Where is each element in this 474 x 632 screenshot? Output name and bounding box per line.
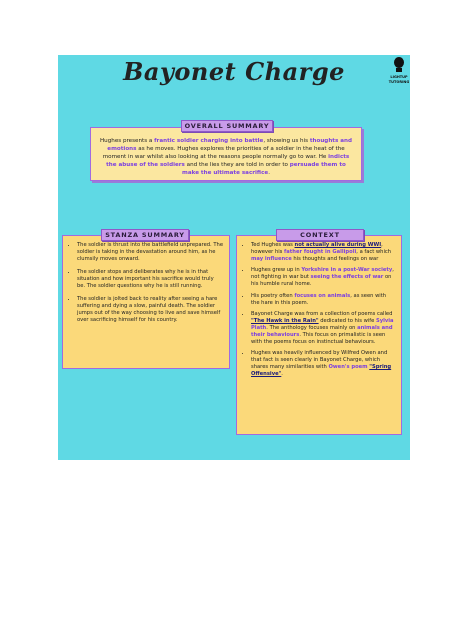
stanza-summary-box bbox=[62, 235, 230, 369]
context-item: • Hughes was heavily influenced by Wilfred Owen and that fact is seen clearly in Bayonet Charge, which shares many similarities with Owen's poem "Spring Offensive". bbox=[251, 350, 396, 377]
lightbulb-logo-icon bbox=[390, 57, 408, 95]
context-list bbox=[242, 242, 396, 378]
context-item: • His poetry often focuses on animals, as seen with the hare in this poem. bbox=[251, 293, 396, 307]
overall-summary-text bbox=[99, 137, 353, 177]
overall-summary-box bbox=[90, 127, 362, 181]
logo-line-1: LIGHTUP bbox=[390, 75, 408, 79]
context-box bbox=[236, 235, 402, 435]
stanza-item: • The soldier is thrust into the battlefield unprepared. The soldier is taking in the devastation around him, as he clumsily moves onward. bbox=[77, 242, 223, 263]
context-heading: CONTEXT bbox=[276, 229, 364, 241]
context-item: • Ted Hughes was not actually alive during WWI, however his father fought in Gallipoli, a fact which may influence his thoughts and feelings on war bbox=[251, 242, 396, 262]
summary-highlight-1: frantic soldier charging into battle bbox=[154, 138, 264, 144]
stanza-summary-heading: STANZA SUMMARY bbox=[101, 229, 189, 241]
context-item: • Bayonet Charge was from a collection of poems called "The Hawk in the Rain" dedicated to his wife Sylvia Plath. The anthology focuses mainly on animals and their behaviours. This focus on primalistic is seen with the poems focus on instinctual behaviours. bbox=[251, 311, 396, 345]
summary-text-2: , showing us his bbox=[263, 138, 310, 144]
stanza-item: • The soldier is jolted back to reality after seeing a hare suffering and dying a slow, painful death. The soldier jumps out of the way choosing to live and save himself over sacrificing himself for his country. bbox=[77, 296, 223, 324]
overall-summary-heading: OVERALL SUMMARY bbox=[181, 120, 273, 132]
logo-line-2: TUTORING bbox=[388, 80, 410, 84]
summary-highlight-2: thoughts and emotions bbox=[107, 138, 353, 152]
summary-text-5: . bbox=[268, 170, 270, 176]
context-item: • Hughes grew up in Yorkshire in a post-War society, not fighting in war but seeing the effects of war on his humble rural home. bbox=[251, 267, 396, 287]
stanza-item: • The soldier stops and deliberates why he is in that situation and how important his sacrifice would truly be. The soldier questions why he is still running. bbox=[77, 269, 223, 290]
stanza-list bbox=[68, 242, 223, 324]
summary-highlight-4: persuade them to make the ultimate sacrifice bbox=[182, 162, 346, 176]
page-title: Bayonet Charge bbox=[123, 57, 345, 86]
summary-text-4: and the lies they are told in order to bbox=[184, 162, 290, 168]
summary-highlight-3: indicts the abuse of the soldiers bbox=[106, 154, 350, 168]
summary-text-3: as he moves. Hughes explores the priorities of a soldier in the heat of the moment in war whilst also looking at the reasons people normally go to war. He bbox=[102, 146, 345, 160]
summary-text-1: Hughes presents a bbox=[99, 138, 155, 144]
